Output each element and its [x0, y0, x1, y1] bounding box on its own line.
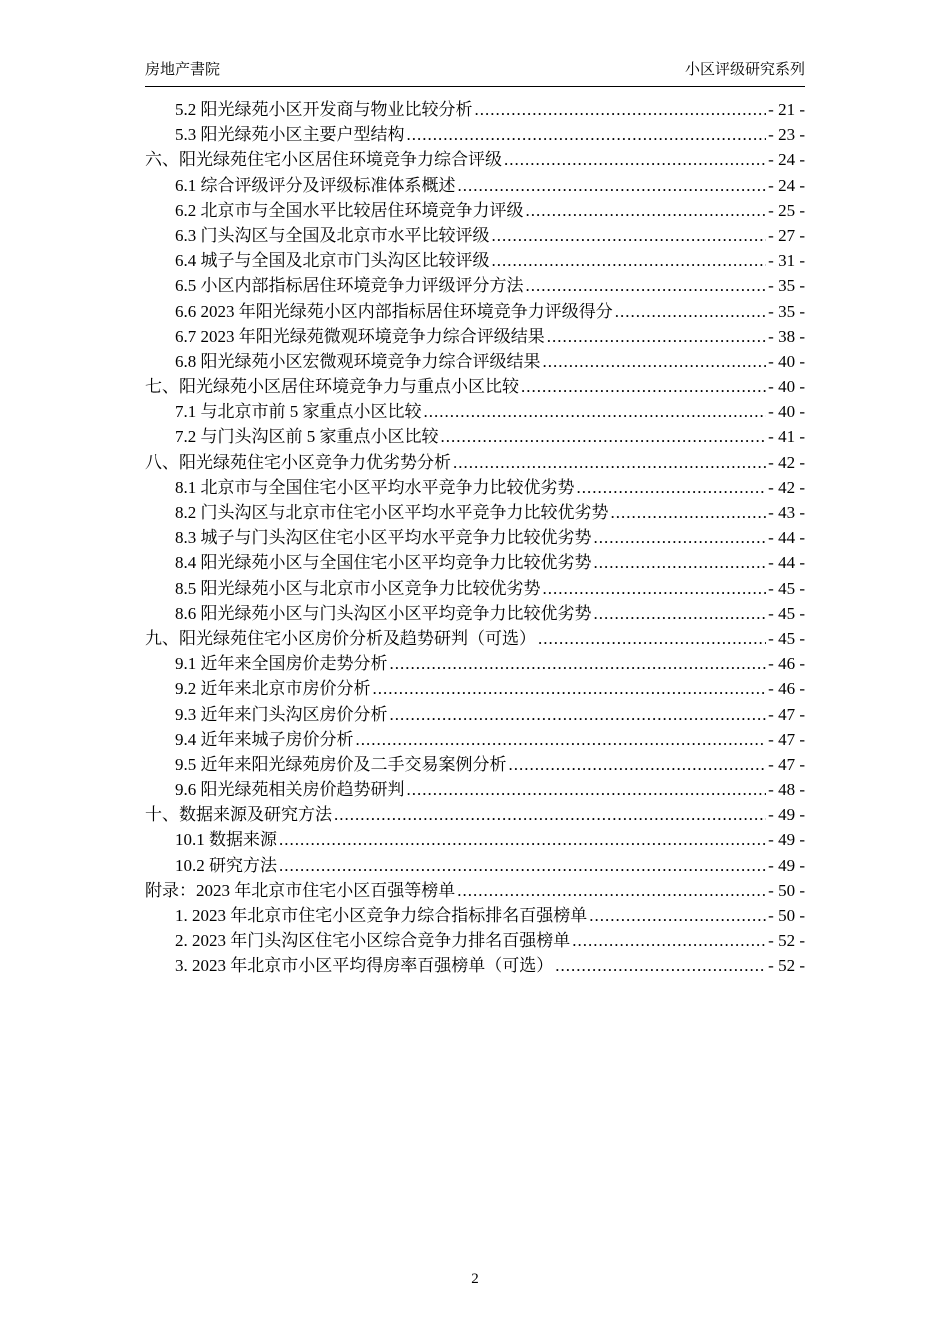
toc-entry-label: 七、阳光绿苑小区居住环境竞争力与重点小区比较	[145, 377, 519, 397]
toc-entry	[145, 450, 805, 475]
toc-entry-dot-leader	[589, 903, 766, 928]
toc-entry	[145, 576, 805, 601]
toc-entry-dot-leader	[492, 248, 767, 273]
toc-entry-page-number: - 24 -	[768, 150, 805, 170]
toc-entry-dot-leader	[334, 802, 766, 827]
header-left-text: 房地产書院	[145, 62, 221, 78]
toc-entry-label: 7.1 与北京市前 5 家重点小区比较	[175, 402, 422, 422]
toc-entry-label: 十、数据来源及研究方法	[145, 805, 332, 825]
toc-entry	[145, 424, 805, 449]
toc-entry-label: 8.2 门头沟区与北京市住宅小区平均水平竞争力比较优劣势	[175, 503, 609, 522]
toc-entry-label: 6.7 2023 年阳光绿苑微观环境竞争力综合评级结果	[175, 326, 545, 346]
toc-entry-page-number: - 31 -	[768, 251, 805, 271]
toc-entry	[145, 173, 805, 198]
toc-entry	[145, 97, 805, 122]
toc-entry-dot-leader	[577, 475, 767, 500]
toc-entry-label: 9.5 近年来阳光绿苑房价及二手交易案例分析	[175, 754, 507, 774]
toc-entry	[145, 223, 805, 248]
toc-entry	[145, 273, 805, 298]
toc-entry	[145, 550, 805, 575]
toc-entry-label: 7.2 与门头沟区前 5 家重点小区比较	[175, 427, 439, 447]
toc-entry	[145, 626, 805, 651]
toc-entry-dot-leader	[475, 97, 767, 122]
toc-entry	[145, 324, 805, 349]
toc-entry-label: 六、阳光绿苑住宅小区居住环境竞争力综合评级	[145, 150, 502, 170]
toc-entry-dot-leader	[453, 450, 766, 475]
toc-entry-label: 6.1 综合评级评分及评级标准体系概述	[175, 175, 456, 195]
toc-entry-page-number: - 52 -	[768, 956, 805, 976]
toc-entry-dot-leader	[458, 173, 767, 198]
toc-entry-page-number: - 48 -	[768, 780, 805, 800]
toc-entry-dot-leader	[538, 626, 766, 651]
toc-entry-page-number: - 21 -	[768, 100, 805, 119]
toc-entry-dot-leader	[526, 273, 767, 298]
toc-entry-page-number: - 47 -	[768, 754, 805, 774]
toc-entry-label: 8.6 阳光绿苑小区与门头沟区小区平均竞争力比较优劣势	[175, 603, 592, 623]
toc-entry	[145, 827, 805, 852]
toc-entry-label: 8.3 城子与门头沟区住宅小区平均水平竞争力比较优劣势	[175, 528, 592, 548]
toc-entry-page-number: - 49 -	[768, 805, 805, 825]
toc-entry-dot-leader	[407, 122, 767, 147]
toc-entry-page-number: - 38 -	[768, 326, 805, 346]
toc-entry-page-number: - 40 -	[768, 402, 805, 422]
toc-entry	[145, 878, 805, 903]
toc-entry-page-number: - 45 -	[768, 628, 805, 648]
toc-entry-page-number: - 50 -	[768, 880, 805, 900]
toc-entry-label: 6.3 门头沟区与全国及北京市水平比较评级	[175, 225, 490, 245]
toc-entry-page-number: - 35 -	[768, 301, 805, 321]
toc-entry-page-number: - 35 -	[768, 276, 805, 296]
toc-entry-dot-leader	[526, 198, 767, 223]
toc-entry	[145, 198, 805, 223]
toc-entry-page-number: - 27 -	[768, 225, 805, 245]
toc-entry	[145, 853, 805, 878]
toc-entry-page-number: - 49 -	[768, 830, 805, 850]
toc-entry-page-number: - 24 -	[768, 175, 805, 195]
toc-entry	[145, 475, 805, 500]
toc-entry-page-number: - 23 -	[768, 125, 805, 145]
toc-entry	[145, 702, 805, 727]
toc-entry-page-number: - 42 -	[768, 477, 805, 497]
toc-entry-label: 9.4 近年来城子房价分析	[175, 729, 354, 749]
toc-entry-dot-leader	[373, 676, 767, 701]
toc-entry-label: 九、阳光绿苑住宅小区房价分析及趋势研判（可选）	[145, 628, 536, 648]
toc-entry-label: 5.3 阳光绿苑小区主要户型结构	[175, 125, 405, 145]
toc-entry-dot-leader	[356, 727, 767, 752]
toc-entry-dot-leader	[615, 299, 766, 324]
toc-entry	[145, 651, 805, 676]
toc-entry	[145, 349, 805, 374]
toc-entry-label: 5.2 阳光绿苑小区开发商与物业比较分析	[175, 100, 473, 119]
toc-entry-dot-leader	[594, 525, 767, 550]
toc-entry	[145, 676, 805, 701]
toc-entry-label: 6.8 阳光绿苑小区宏微观环境竞争力综合评级结果	[175, 351, 541, 371]
toc-entry-page-number: - 40 -	[768, 377, 805, 397]
toc-entry-page-number: - 44 -	[768, 528, 805, 548]
toc-entry	[145, 525, 805, 550]
toc-entry-label: 6.5 小区内部指标居住环境竞争力评级评分方法	[175, 276, 524, 296]
toc-entry-dot-leader	[279, 853, 766, 878]
table-of-contents	[145, 97, 805, 979]
toc-entry	[145, 374, 805, 399]
toc-entry	[145, 777, 805, 802]
toc-entry-label: 10.2 研究方法	[175, 855, 277, 875]
toc-entry	[145, 248, 805, 273]
toc-entry-label: 1. 2023 年北京市住宅小区竞争力综合指标排名百强榜单	[175, 906, 588, 925]
toc-entry-page-number: - 45 -	[768, 578, 805, 598]
toc-entry-label: 9.1 近年来全国房价走势分析	[175, 654, 388, 674]
toc-entry-dot-leader	[504, 147, 766, 172]
toc-entry-label: 8.4 阳光绿苑小区与全国住宅小区平均竞争力比较优劣势	[175, 553, 592, 573]
toc-entry	[145, 601, 805, 626]
toc-entry-dot-leader	[424, 399, 767, 424]
toc-entry-page-number: - 40 -	[768, 351, 805, 371]
toc-entry-dot-leader	[521, 374, 766, 399]
toc-entry-dot-leader	[594, 601, 767, 626]
toc-entry-dot-leader	[543, 576, 767, 601]
toc-entry-dot-leader	[547, 324, 766, 349]
page-number: 2	[471, 1271, 479, 1287]
toc-entry-dot-leader	[279, 827, 766, 852]
toc-entry	[145, 147, 805, 172]
toc-entry-label: 9.6 阳光绿苑相关房价趋势研判	[175, 780, 405, 800]
toc-entry-dot-leader	[390, 702, 767, 727]
toc-entry-label: 10.1 数据来源	[175, 830, 277, 850]
toc-entry-label: 附录：2023 年北京市住宅小区百强等榜单	[145, 880, 456, 900]
toc-entry-dot-leader	[594, 550, 767, 575]
toc-entry-page-number: - 25 -	[768, 200, 805, 220]
toc-entry-page-number: - 47 -	[768, 704, 805, 724]
toc-entry	[145, 903, 805, 928]
toc-entry-dot-leader	[492, 223, 767, 248]
toc-entry-label: 8.5 阳光绿苑小区与北京市小区竞争力比较优劣势	[175, 578, 541, 598]
toc-entry-label: 8.1 北京市与全国住宅小区平均水平竞争力比较优劣势	[175, 477, 575, 497]
toc-entry	[145, 399, 805, 424]
toc-entry-page-number: - 45 -	[768, 603, 805, 623]
toc-entry-dot-leader	[543, 349, 767, 374]
toc-entry-dot-leader	[611, 500, 767, 525]
toc-entry-page-number: - 42 -	[768, 452, 805, 472]
toc-entry	[145, 122, 805, 147]
toc-entry	[145, 500, 805, 525]
toc-entry-label: 3. 2023 年北京市小区平均得房率百强榜单（可选）	[175, 956, 554, 976]
toc-entry-page-number: - 47 -	[768, 729, 805, 749]
toc-entry	[145, 752, 805, 777]
toc-entry-label: 6.2 北京市与全国水平比较居住环境竞争力评级	[175, 200, 524, 220]
toc-entry	[145, 727, 805, 752]
toc-entry-dot-leader	[457, 878, 766, 903]
toc-entry-page-number: - 46 -	[768, 679, 805, 699]
page-header	[145, 58, 805, 87]
toc-entry-dot-leader	[572, 928, 766, 953]
toc-entry-page-number: - 44 -	[768, 553, 805, 573]
toc-entry-page-number: - 52 -	[768, 931, 805, 951]
toc-entry-page-number: - 41 -	[768, 427, 805, 447]
toc-entry-label: 2. 2023 年门头沟区住宅小区综合竞争力排名百强榜单	[175, 931, 571, 951]
toc-entry	[145, 953, 805, 978]
toc-entry-page-number: - 46 -	[768, 654, 805, 674]
toc-entry	[145, 299, 805, 324]
toc-entry-label: 9.3 近年来门头沟区房价分析	[175, 704, 388, 724]
toc-entry	[145, 802, 805, 827]
header-right-text: 小区评级研究系列	[684, 62, 805, 78]
page-footer	[0, 1271, 950, 1288]
toc-entry-label: 6.6 2023 年阳光绿苑小区内部指标居住环境竞争力评级得分	[175, 301, 613, 321]
toc-entry-dot-leader	[555, 953, 766, 978]
toc-entry-label: 6.4 城子与全国及北京市门头沟区比较评级	[175, 251, 490, 271]
toc-entry	[145, 928, 805, 953]
toc-entry-dot-leader	[441, 424, 767, 449]
toc-entry-dot-leader	[509, 752, 767, 777]
toc-entry-dot-leader	[390, 651, 767, 676]
toc-entry-label: 9.2 近年来北京市房价分析	[175, 679, 371, 699]
toc-entry-page-number: - 49 -	[768, 855, 805, 875]
toc-entry-page-number: - 50 -	[768, 906, 805, 925]
toc-entry-dot-leader	[407, 777, 767, 802]
toc-entry-label: 八、阳光绿苑住宅小区竞争力优劣势分析	[145, 452, 451, 472]
toc-entry-page-number: - 43 -	[768, 503, 805, 522]
